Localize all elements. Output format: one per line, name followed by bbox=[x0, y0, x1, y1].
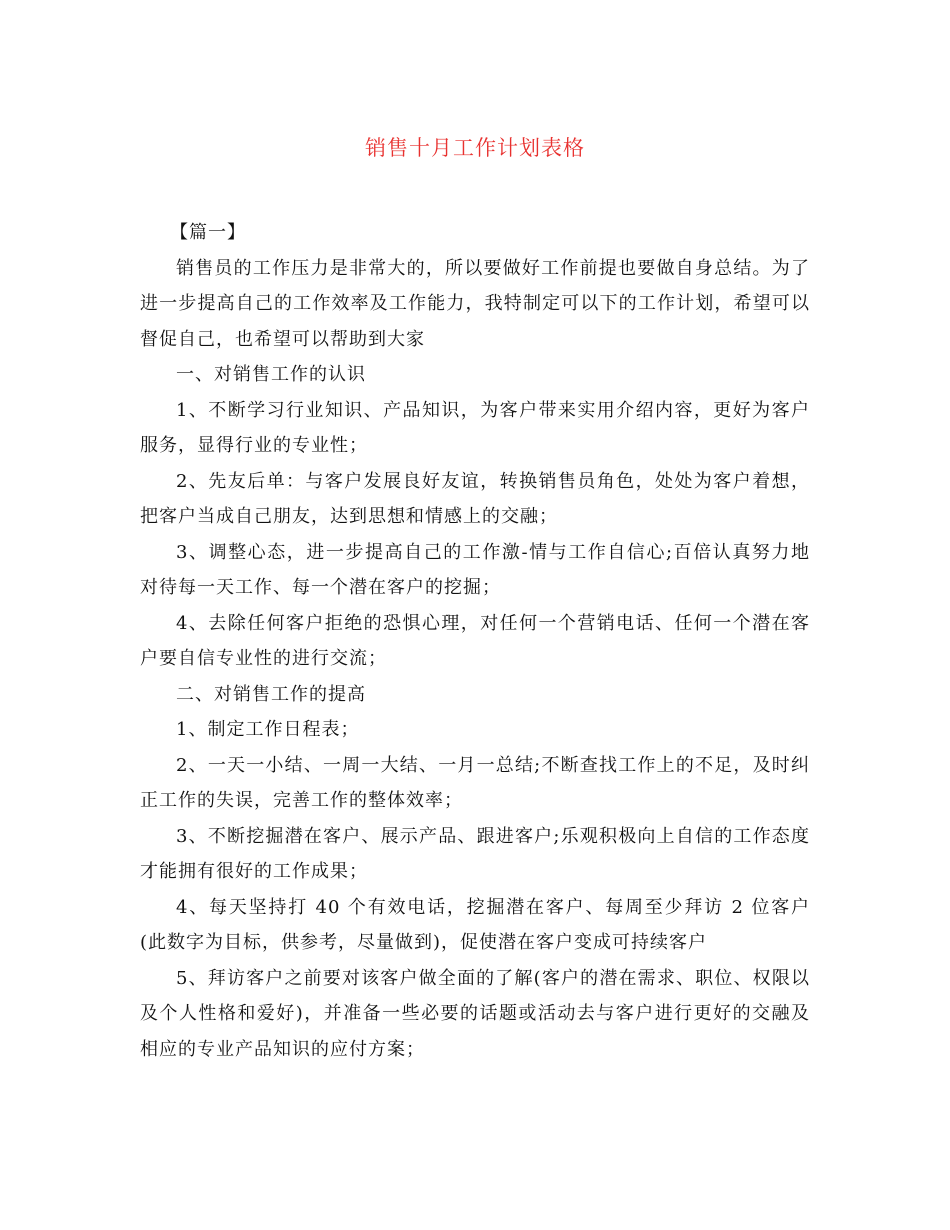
document-title: 销售十月工作计划表格 bbox=[365, 136, 585, 160]
heading-understanding: 一、对销售工作的认识 bbox=[176, 364, 366, 385]
list-item: 3、调整心态，进一步提高自己的工作激-情与工作自信心;百倍认真努力地对待每一天工作、每一个潜在客户的挖掘； bbox=[140, 541, 810, 598]
list-item: 3、不断挖掘潜在客户、展示产品、跟进客户;乐观积极向上自信的工作态度才能拥有很好的工作成果； bbox=[140, 825, 810, 882]
list-item: 1、不断学习行业知识、产品知识，为客户带来实用介绍内容，更好为客户服务，显得行业的专业性； bbox=[140, 399, 810, 456]
list-item: 4、去除任何客户拒绝的恐惧心理，对任何一个营销电话、任何一个潜在客户要自信专业性的进行交流； bbox=[140, 612, 810, 669]
section-label: 【篇一】 bbox=[170, 222, 246, 243]
list-item: 5、拜访客户之前要对该客户做全面的了解(客户的潜在需求、职位、权限以及个人性格和爱好)，并准备一些必要的话题或活动去与客户进行更好的交融及相应的专业产品知识的应付方案； bbox=[140, 967, 810, 1060]
intro-paragraph: 销售员的工作压力是非常大的，所以要做好工作前提也要做自身总结。为了进一步提高自己的工作效率及工作能力，我特制定可以下的工作计划，希望可以督促自己，也希望可以帮助到大家 bbox=[140, 257, 810, 350]
list-item: 2、先友后单：与客户发展良好友谊，转换销售员角色，处处为客户着想，把客户当成自己朋友，达到思想和情感上的交融； bbox=[140, 470, 810, 527]
document-body bbox=[140, 215, 810, 1067]
list-item: 4、每天坚持打 40 个有效电话，挖掘潜在客户、每周至少拜访 2 位客户(此数字为目标，供参考，尽量做到)，促使潜在客户变成可持续客户 bbox=[140, 896, 810, 953]
list-item: 2、一天一小结、一周一大结、一月一总结;不断查找工作上的不足，及时纠正工作的失误，完善工作的整体效率； bbox=[140, 754, 810, 811]
list-item: 1、制定工作日程表； bbox=[176, 719, 360, 740]
heading-improvement: 二、对销售工作的提高 bbox=[176, 683, 366, 705]
